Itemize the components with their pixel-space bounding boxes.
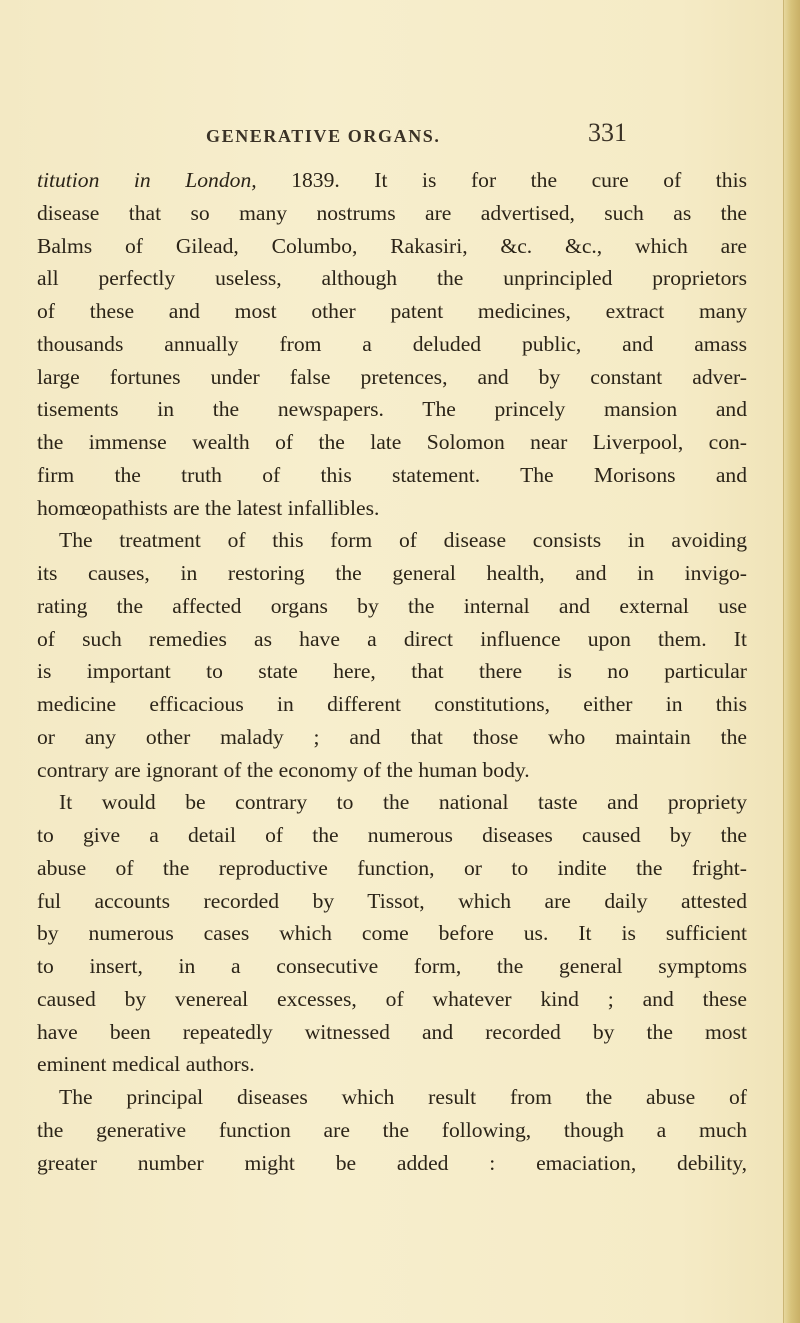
text-line: the immense wealth of the late Solomon near Liverpool, con- — [37, 430, 747, 454]
text-line: its causes, in restoring the general health, and in invigo- — [37, 561, 747, 585]
text-line: It would be contrary to the national taste and propriety — [59, 790, 747, 815]
text-line: of such remedies as have a direct influence upon them. It — [37, 626, 747, 651]
running-head: GENERATIVE ORGANS. — [206, 126, 441, 146]
text-line: caused by venereal excesses, of whatever kind ; and these — [37, 986, 747, 1011]
text-line: by numerous cases which come before us. It is sufficient — [37, 921, 747, 946]
text-line: disease that so many nostrums are advertised, such as the — [37, 200, 747, 225]
text-line: The principal diseases which result from the abuse of — [59, 1085, 747, 1109]
text-line: is important to state here, that there is no particular — [37, 659, 747, 684]
page-header — [0, 118, 780, 156]
body-text — [37, 164, 777, 1179]
text-line: large fortunes under false pretences, and by constant adver- — [37, 364, 747, 389]
page-number: 331 — [588, 118, 627, 147]
text-line: or any other malady ; and that those who maintain the — [37, 724, 747, 749]
text-line: Balms of Gilead, Columbo, Rakasiri, &c. &c., which are — [37, 233, 747, 258]
text-line: thousands annually from a deluded public, and amass — [37, 331, 747, 356]
text-line: rating the affected organs by the internal and external use — [37, 593, 747, 618]
text-line: all perfectly useless, although the unprincipled proprietors — [37, 266, 747, 291]
text-line-rest: 1839. It is for the cure of this — [256, 168, 747, 192]
page-edge — [783, 0, 800, 1323]
text-line: homœopathists are the latest infallibles. — [37, 495, 380, 520]
text-line-italic: titution in London, — [37, 168, 257, 192]
text-line: have been repeatedly witnessed and recorded by the most — [37, 1019, 747, 1044]
text-line: medicine efficacious in different constitutions, either in this — [37, 692, 747, 716]
text-line: eminent medical authors. — [37, 1052, 255, 1077]
text-line: to insert, in a consecutive form, the general symptoms — [37, 954, 747, 978]
text-line: tisements in the newspapers. The princely mansion and — [37, 397, 747, 422]
text-line: abuse of the reproductive function, or to indite the fright- — [37, 855, 747, 880]
text-line: ful accounts recorded by Tissot, which are daily attested — [37, 888, 747, 913]
text-line: firm the truth of this statement. The Morisons and — [37, 462, 747, 487]
text-line: the generative function are the following, though a much — [37, 1117, 747, 1142]
text-line: greater number might be added : emaciation, debility, — [37, 1150, 747, 1175]
text-line: The treatment of this form of disease consists in avoiding — [59, 528, 747, 553]
text-line: of these and most other patent medicines, extract many — [37, 299, 747, 323]
text-line — [37, 164, 747, 197]
text-line: contrary are ignorant of the economy of the human body. — [37, 757, 530, 782]
text-line: to give a detail of the numerous diseases caused by the — [37, 823, 747, 847]
